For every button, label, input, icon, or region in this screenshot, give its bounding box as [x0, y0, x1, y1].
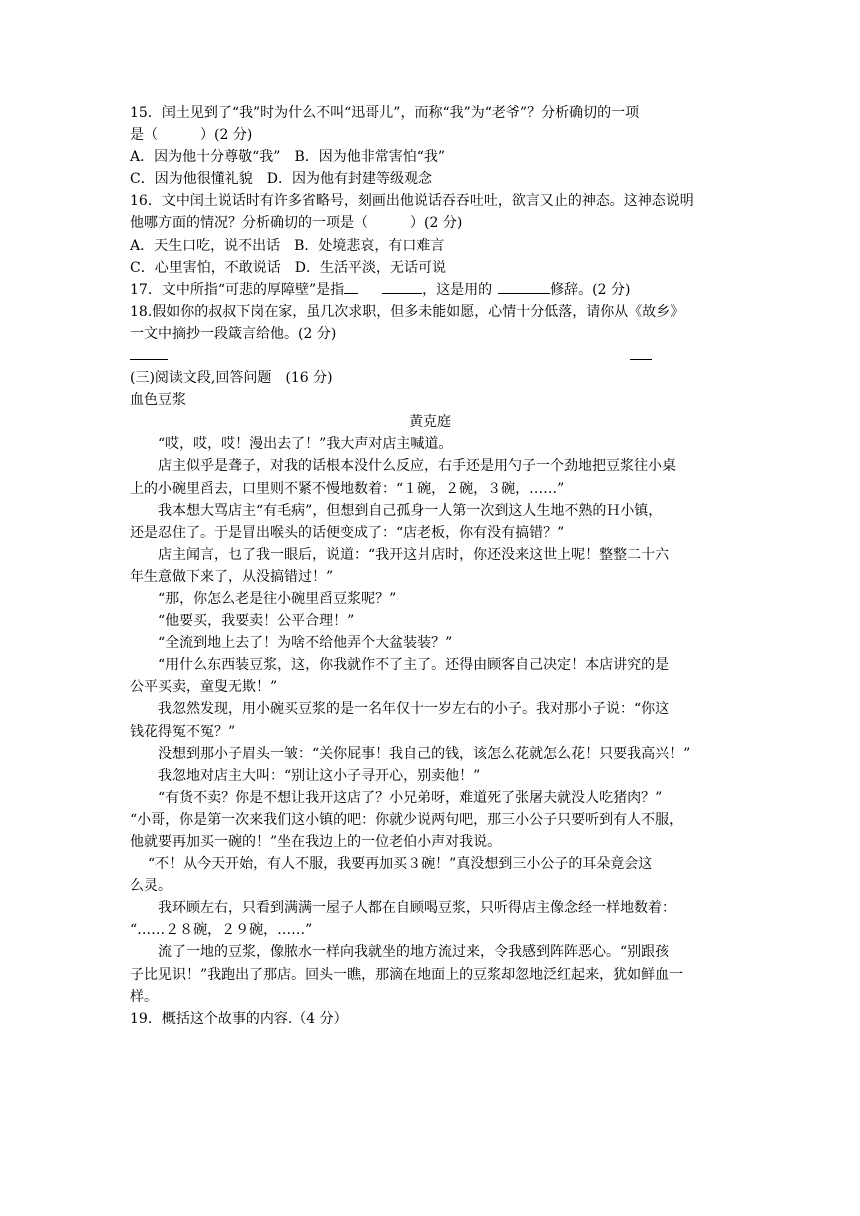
- q15-option-d: D．因为他有封建等级观念: [266, 171, 432, 188]
- story-paragraph-cont: “……２８碗，２９碗，……”: [130, 922, 313, 939]
- q15-options-row1: [130, 146, 730, 168]
- story-paragraph-cont: 钱花得冤不冤？”: [130, 723, 236, 740]
- story-paragraph: 店主闻言，乜了我一眼后，说道：“我开这爿店时，你还没来这世上呢！整整二十六: [158, 546, 670, 563]
- q18-answer-line: [130, 345, 730, 367]
- story-paragraph: “小哥，你是第一次来我们这小镇的吧：你就少说两句吧，那三小公子只要听到有人不服，: [130, 811, 684, 828]
- q15-option-b: B．因为他非常害怕“我”: [294, 149, 446, 166]
- story-paragraph: 我本想大骂店主“有毛病”，但想到自己孤身一人第一次到这人生地不熟的Ｈ小镇，: [158, 502, 663, 519]
- q19-stem: 19．概括这个故事的内容.（4 分）: [130, 1010, 348, 1027]
- q18-stem-line1: 18.假如你的叔叔下岗在家，虽几次求职，但多未能如愿，心情十分低落，请你从《故乡》: [130, 303, 685, 320]
- q18-answer-rule-left: [130, 359, 168, 360]
- story-paragraph: “全流到地上去了！为啥不给他弄个大盆装装？”: [158, 635, 453, 652]
- exam-page: [130, 102, 730, 1030]
- q16-options-row1: [130, 235, 730, 257]
- q16-option-d: D．生活平淡，无话可说: [294, 259, 446, 276]
- story-paragraph: 我忽然发现，用小碗买豆浆的是一名年仅十一岁左右的小子。我对那小子说：“你这: [158, 701, 670, 718]
- story-paragraph: “有货不卖？你是不想让我开这店了？小兄弟呀，难道死了张屠夫就没人吃猪肉？”: [158, 789, 663, 806]
- q17-line: [130, 279, 730, 301]
- q16-option-b: B．处境悲哀，有口难言: [294, 237, 445, 254]
- q16-options-row2: [130, 257, 730, 279]
- q16-option-a: A．天生口吃，说不出话: [130, 237, 281, 254]
- q17-part2: ，这是用的: [422, 281, 493, 298]
- story-paragraph: 我忽地对店主大叫：“别让这小子寻开心，别卖他！”: [158, 767, 481, 784]
- section-heading: (三)阅读文段,回答问题 (16 分): [130, 370, 333, 387]
- q17-blank1b: [382, 279, 422, 294]
- story-author: 黄克庭: [409, 414, 451, 431]
- story-paragraph: 没想到那小子眉头一皱：“关你屁事！我自己的钱，该怎么花就怎么花！只要我高兴！”: [158, 745, 691, 762]
- q16-option-c: C．心里害怕，不敢说话: [130, 259, 281, 276]
- story-paragraph: 流了一地的豆浆，像脓水一样向我就坐的地方流过来，令我感到阵阵恶心。“别跟孩: [158, 944, 670, 961]
- q16-stem-line1: 16．文中闰土说话时有许多省略号，刻画出他说话吞吞吐吐，欲言又止的神态。这神态说明: [130, 193, 694, 210]
- story-paragraph: “他要买，我要卖！公平合理！”: [158, 613, 355, 630]
- story-paragraph: “哎，哎，哎！漫出去了！”我大声对店主喊道。: [158, 436, 453, 453]
- story-paragraph-cont: 年生意做下来了，从没搞错过！”: [130, 568, 334, 585]
- story-paragraph: “不！从今天开始，有人不服，我要再加买３碗！”真没想到三小公子的耳朵竟会这: [148, 856, 653, 873]
- q17-blank2: [498, 279, 550, 294]
- story-paragraph: 店主似乎是聋子，对我的话根本没什么反应，右手还是用勺子一个劲地把豆浆往小桌: [158, 458, 676, 475]
- q15-options-row2: [130, 168, 730, 190]
- story-paragraph: “用什么东西装豆浆，这，你我就作不了主了。还得由顾客自己决定！本店讲究的是: [158, 657, 670, 674]
- story-paragraph-cont: 样。: [130, 988, 158, 1005]
- story-paragraph: “那，你怎么老是往小碗里舀豆浆呢？”: [158, 590, 397, 607]
- story-paragraph-cont: 他就要再加买一碗的！”坐在我边上的一位老伯小声对我说。: [130, 834, 502, 850]
- story-paragraph: 我环顾左右，只看到满满一屋子人都在自顾喝豆浆，只听得店主像念经一样地数着：: [158, 900, 676, 917]
- q18-answer-rule-right: [630, 359, 652, 360]
- q15-option-c: C．因为他很懂礼貌: [130, 171, 253, 188]
- story-paragraph-cont: 子比见识！”我跑出了那店。回头一瞧，那滴在地面上的豆浆却忽地泛红起来，犹如鲜血一: [130, 966, 684, 983]
- q16-stem-line2: 他哪方面的情况？分析确切的一项是（ ）(2 分): [130, 215, 463, 232]
- q17-part3: 修辞。(2 分): [550, 281, 631, 298]
- story-paragraph-cont: 公平买卖，童叟无欺！”: [130, 679, 278, 696]
- q15-stem-line1: 15．闰土见到了“我”时为什么不叫“迅哥儿”，而称“我”为“老爷”？分析确切的一项: [130, 105, 640, 121]
- story-paragraph-cont: 还是忍住了。于是冒出喉头的话便变成了：“店老板，你有没有搞错？”: [130, 524, 565, 541]
- q17-blank1a: [344, 279, 358, 294]
- story-paragraph-cont: 上的小碗里舀去，口里则不紧不慢地数着：“１碗，２碗，３碗，……”: [130, 480, 565, 497]
- q18-stem-line2: 一文中摘抄一段箴言给他。(2 分): [130, 325, 337, 342]
- q15-option-a: A．因为他十分尊敬“我”: [130, 149, 281, 166]
- story-paragraph-cont: 么灵。: [130, 878, 172, 895]
- q17-part1: 17．文中所指“可悲的厚障壁”是指: [130, 281, 345, 298]
- story-title: 血色豆浆: [130, 392, 186, 409]
- q15-stem-line2: 是（ ）(2 分): [130, 127, 253, 144]
